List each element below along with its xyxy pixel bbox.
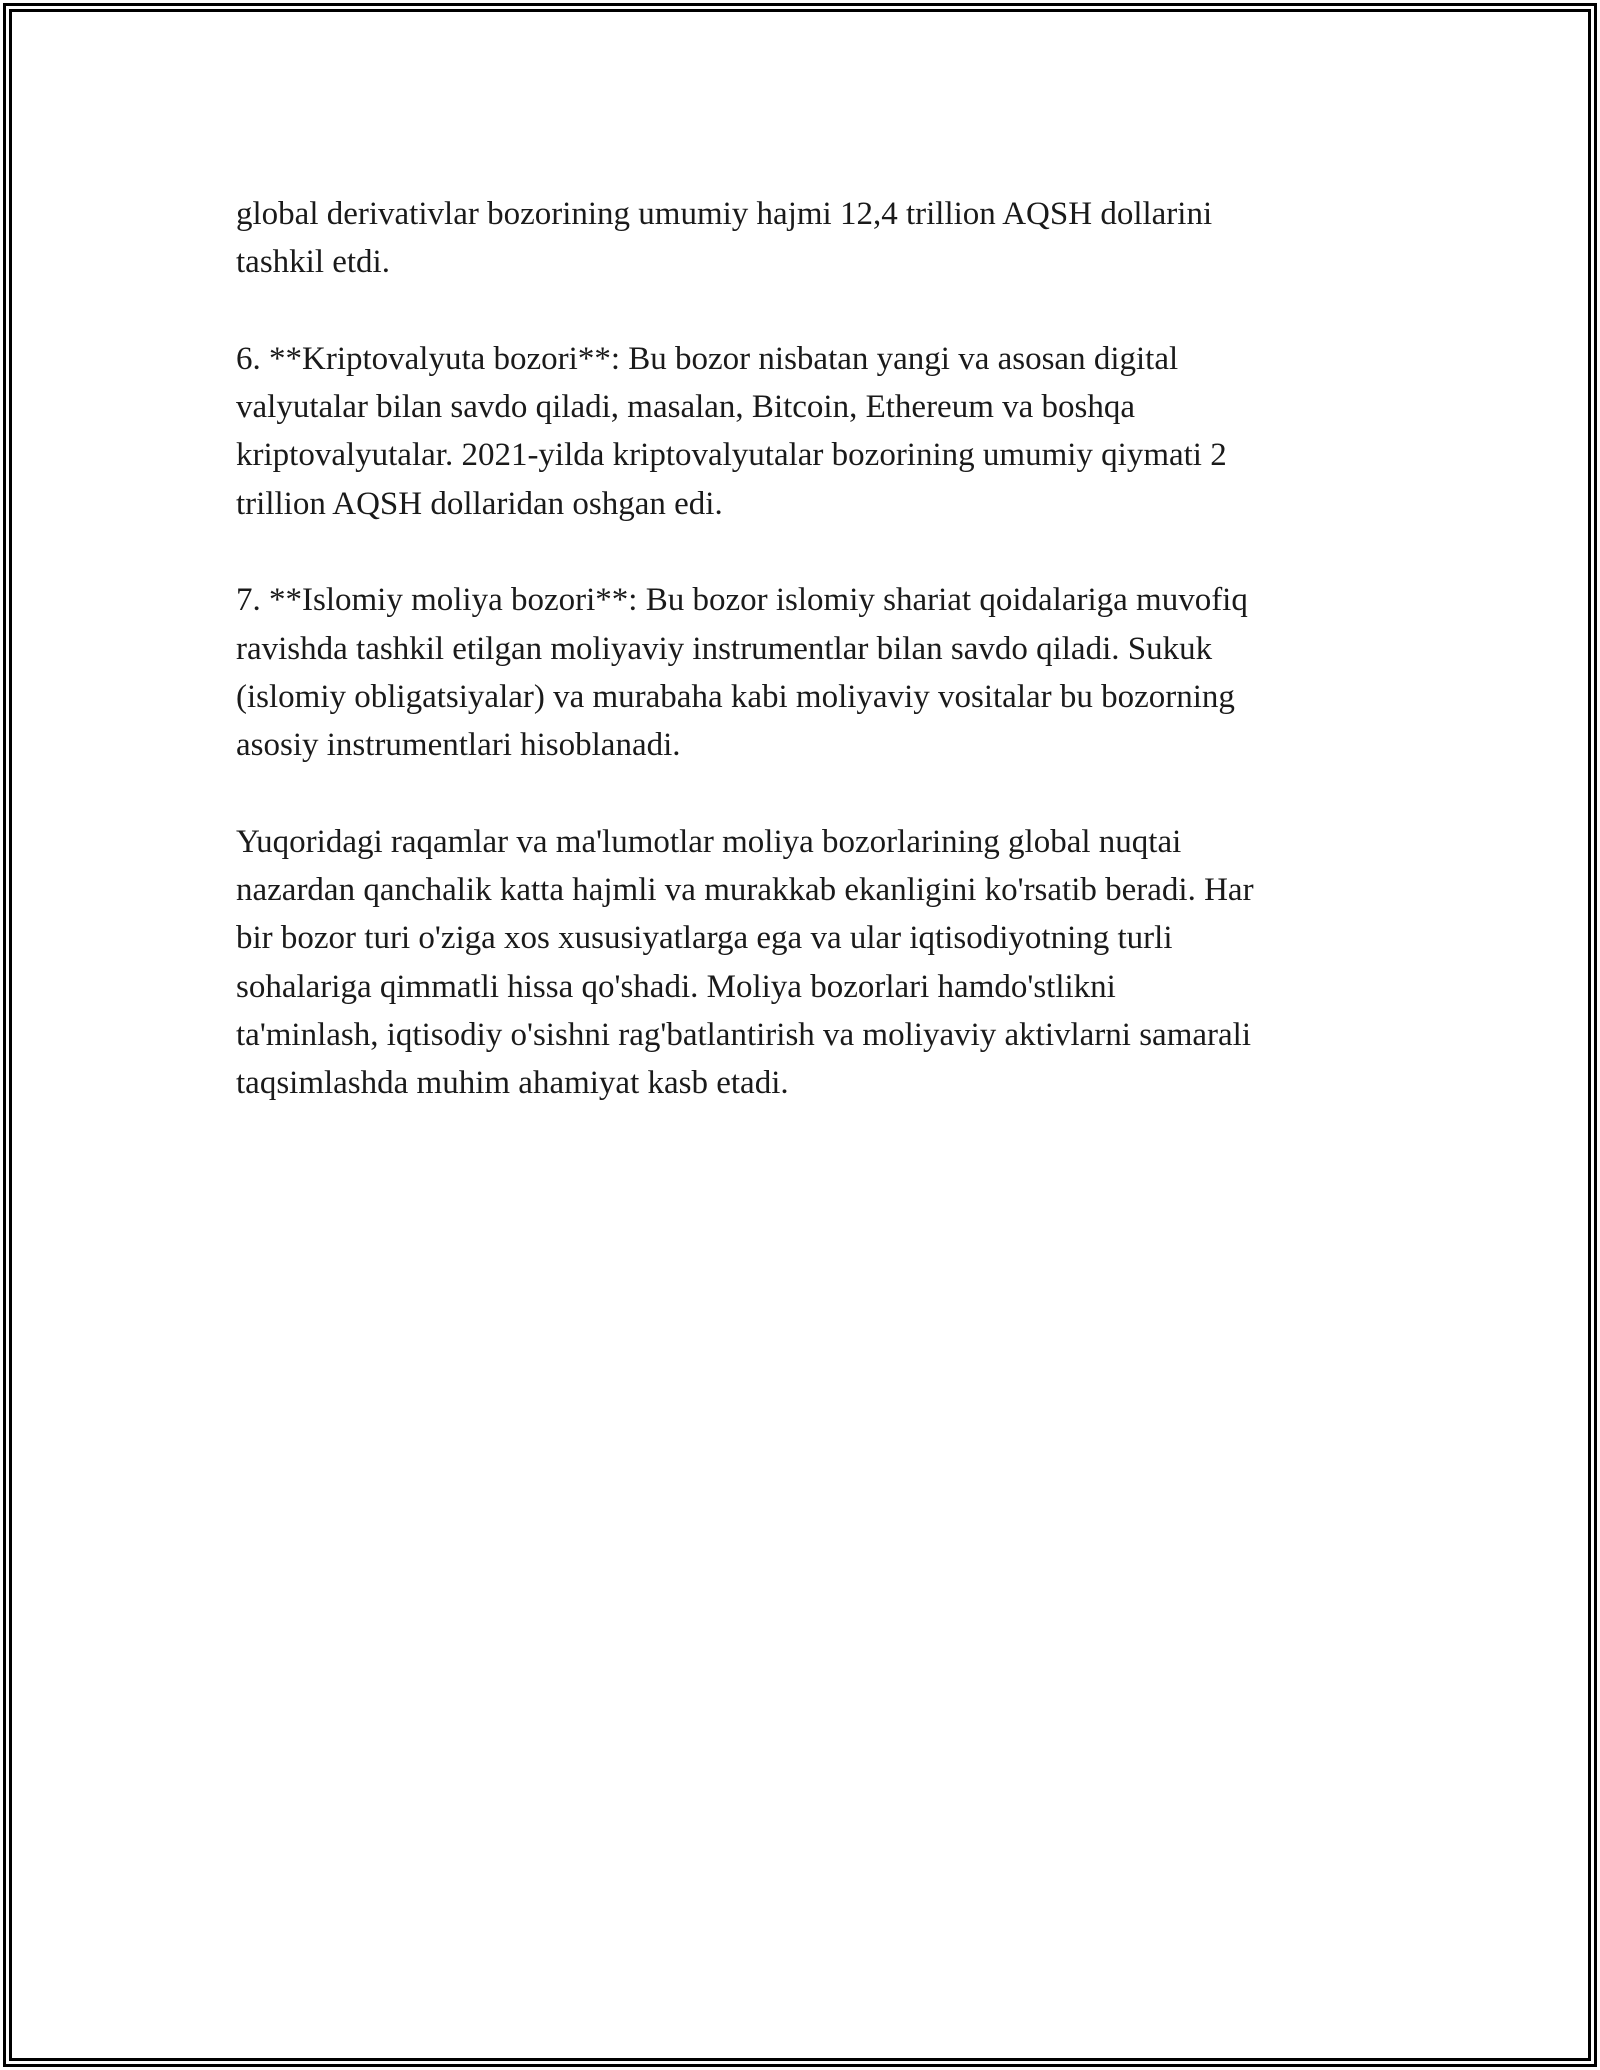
text-line: (islomiy obligatsiyalar) va murabaha kabi moliyaviy vositalar bu bozorning [236, 678, 1235, 715]
text-line: nazardan qanchalik katta hajmli va murakkab ekanligini ko'rsatib beradi. Har [236, 872, 1254, 909]
text-line: global derivativlar bozorining umumiy hajmi 12,4 trillion AQSH dollarini [236, 196, 1213, 232]
paragraph-islamic-finance-market [236, 576, 1376, 769]
text-line: bir bozor turi o'ziga xos xususiyatlarga ega va ular iqtisodiyotning turli [236, 920, 1173, 957]
text-line: Yuqoridagi raqamlar va ma'lumotlar moliya bozorlarining global nuqtai [236, 823, 1182, 860]
paragraph-conclusion [236, 818, 1376, 1108]
text-line: ta'minlash, iqtisodiy o'sishni rag'batlantirish va moliyaviy aktivlarni samarali [236, 1017, 1251, 1054]
text-line: tashkil etdi. [236, 244, 390, 281]
text-line: valyutalar bilan savdo qiladi, masalan, Bitcoin, Ethereum va boshqa [236, 389, 1136, 426]
text-line: sohalariga qimmatli hissa qo'shadi. Moliya bozorlari hamdo'stlikni [236, 968, 1116, 1005]
text-line: kriptovalyutalar. 2021-yilda kriptovalyutalar bozorining umumiy qiymati 2 [236, 437, 1227, 474]
text-line: trillion AQSH dollaridan oshgan edi. [236, 485, 723, 522]
paragraph-crypto-market [236, 335, 1376, 528]
text-line: 6. **Kriptovalyuta bozori**: Bu bozor nisbatan yangi va asosan digital [236, 340, 1179, 377]
text-line: ravishda tashkil etilgan moliyaviy instrumentlar bilan savdo qiladi. Sukuk [236, 630, 1213, 667]
text-line: taqsimlashda muhim ahamiyat kasb etadi. [236, 1065, 789, 1102]
document-body [236, 190, 1376, 1156]
text-line: 7. **Islomiy moliya bozori**: Bu bozor islomiy shariat qoidalariga muvofiq [236, 582, 1248, 619]
paragraph-derivatives-continuation [236, 190, 1376, 287]
text-line: asosiy instrumentlari hisoblanadi. [236, 727, 681, 764]
